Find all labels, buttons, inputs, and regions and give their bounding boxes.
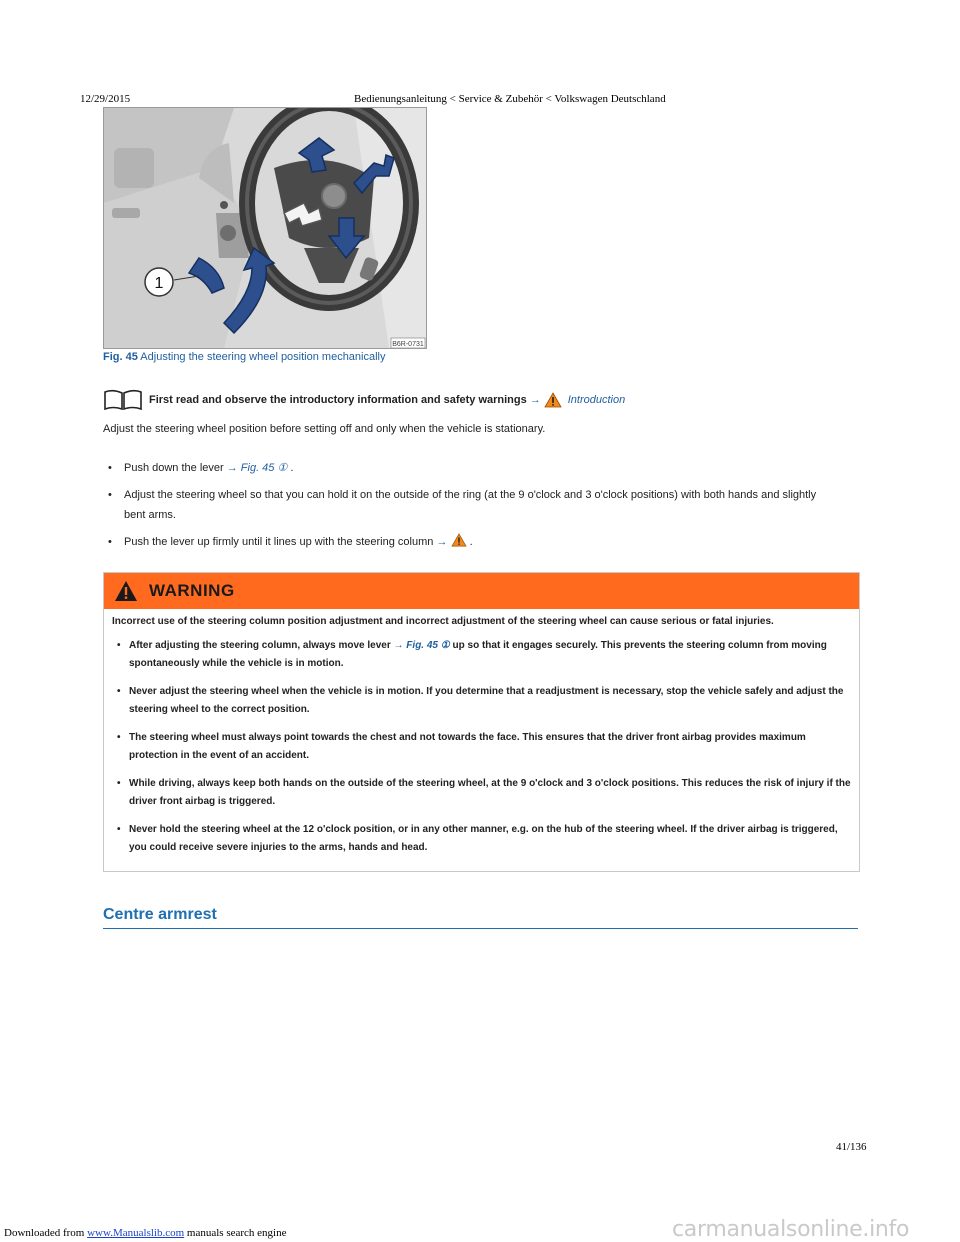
intro-arrow: →	[529, 394, 541, 406]
warning-item-text: Never adjust the steering wheel when the vehicle is in motion. If you determine that a readjustment is necessary, stop the vehicle safely and adjust the steering wheel to the correct position.	[129, 686, 844, 715]
step-text: Push the lever up firmly until it lines up with the steering column	[124, 536, 434, 548]
footer	[4, 1227, 286, 1239]
header-title: Bedienungsanleitung < Service & Zubehör < Volkswagen Deutschland	[354, 93, 666, 105]
warning-header	[104, 573, 859, 609]
fig-45-link[interactable]: → Fig. 45 ①	[226, 462, 288, 474]
list-item	[112, 821, 851, 857]
warning-item-text: up so that it engages securely. This prevents the steering column from moving spontaneously while the vehicle is in motion.	[129, 640, 827, 669]
steering-wheel-illustration	[104, 108, 426, 348]
warning-box	[103, 572, 860, 872]
figure-caption	[103, 351, 386, 363]
intro-notice	[103, 388, 625, 412]
warning-item-text: The steering wheel must always point towards the chest and not towards the face. This ensures that the driver front airbag provides maximum protection in the event of an accident.	[129, 732, 806, 761]
introduction-link[interactable]: Introduction	[567, 394, 626, 406]
figure-caption-label: Fig. 45	[103, 351, 138, 363]
warning-triangle-icon	[544, 392, 562, 408]
intro-lead-text: First read and observe the introductory information and safety warnings	[149, 394, 527, 406]
warning-link-arrow[interactable]: →	[436, 536, 448, 548]
step-after: .	[469, 536, 473, 548]
manualslib-link[interactable]: www.Manualslib.com	[87, 1227, 185, 1239]
warning-intro: Incorrect use of the steering column position adjustment and incorrect adjustment of the steering wheel can cause serious or fatal injuries.	[112, 616, 774, 627]
warning-item-text: While driving, always keep both hands on the outside of the steering wheel, at the 9 o'clock and 3 o'clock positions. This reduces the risk of injury if the driver front airbag is triggered.	[129, 778, 851, 807]
book-icon	[103, 389, 143, 411]
list-item	[108, 485, 828, 525]
steering-wheel-figure	[103, 107, 427, 349]
steps-list	[108, 458, 828, 559]
warning-triangle-icon[interactable]	[451, 533, 467, 547]
footer-suffix: manuals search engine	[186, 1227, 287, 1239]
list-item	[112, 683, 851, 719]
list-item	[108, 532, 828, 552]
list-item	[108, 458, 828, 478]
step-text: Adjust the steering wheel so that you can hold it on the outside of the ring (at the 9 o'clock and 3 o'clock positions) with both hands and slightly bent arms.	[124, 489, 817, 521]
watermark: carmanualsonline.info	[672, 1217, 910, 1242]
figure-code: B6R-0731	[392, 341, 424, 348]
warning-triangle-icon	[113, 579, 139, 603]
warning-item-text: After adjusting the steering column, always move lever	[129, 640, 391, 651]
footer-prefix: Downloaded from	[4, 1227, 85, 1239]
header-date: 12/29/2015	[80, 93, 131, 105]
figure-callout-1: 1	[154, 275, 164, 292]
list-item	[112, 775, 851, 811]
list-item	[112, 729, 851, 765]
figure-caption-text: Adjusting the steering wheel position mechanically	[140, 351, 386, 363]
list-item	[112, 637, 851, 673]
body-paragraph: Adjust the steering wheel position before setting off and only when the vehicle is stationary.	[103, 423, 546, 435]
warning-list	[112, 637, 851, 857]
warning-body	[104, 609, 859, 857]
step-after: .	[290, 462, 294, 474]
section-title: Centre armrest	[103, 906, 858, 929]
step-text: Push down the lever	[124, 462, 224, 474]
fig-45-link[interactable]: → Fig. 45 ①	[393, 640, 450, 651]
page-number: 41/136	[836, 1141, 867, 1153]
warning-item-text: Never hold the steering wheel at the 12 o'clock position, or in any other manner, e.g. on the hub of the steering wheel. If the driver airbag is triggered, you could receive severe injuries to the arms, hands and head.	[129, 824, 838, 853]
warning-label: WARNING	[149, 581, 235, 600]
